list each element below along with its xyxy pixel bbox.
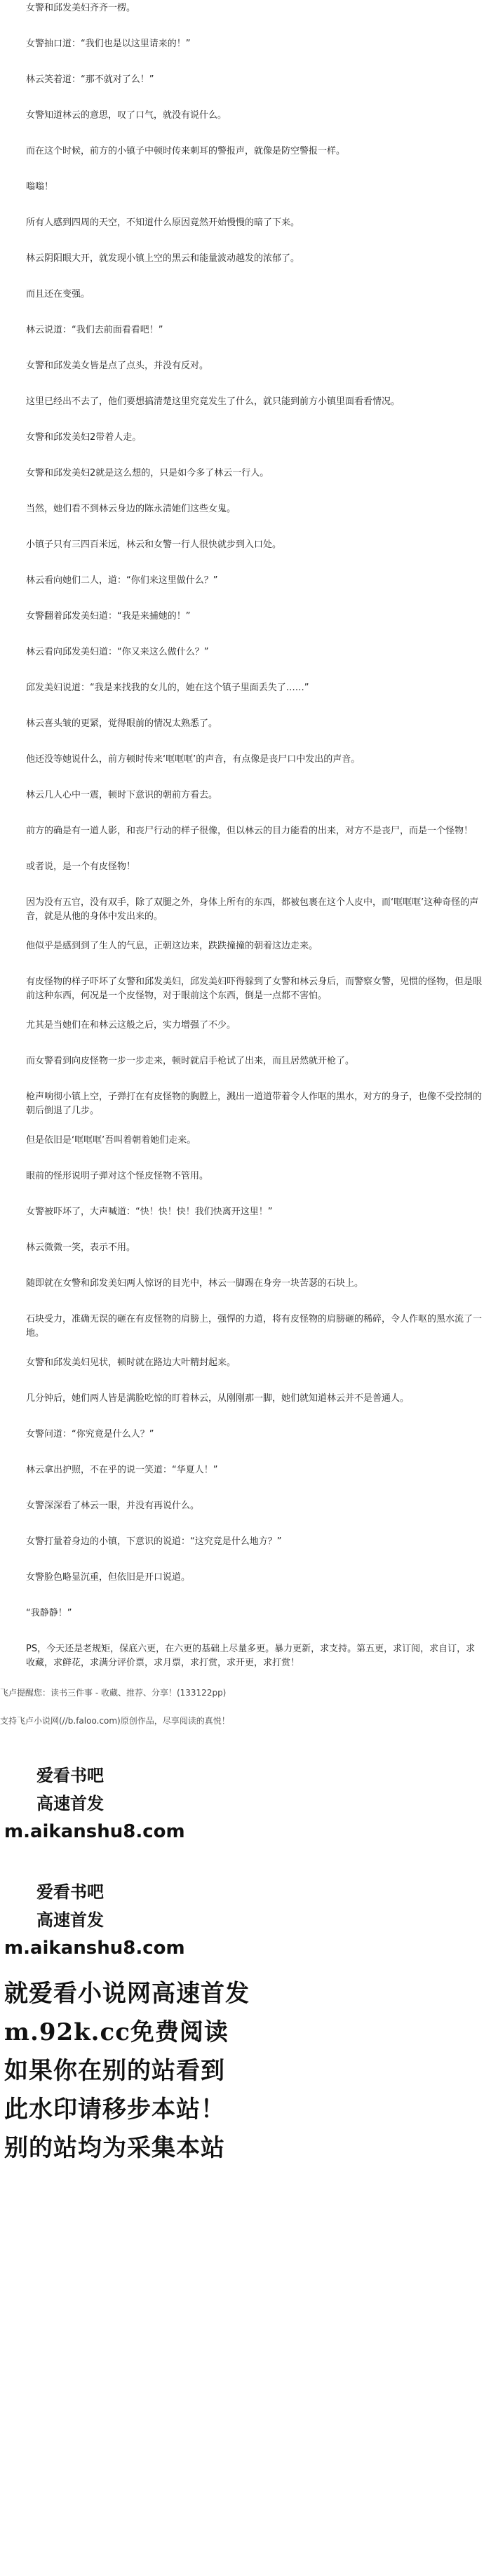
chapter-paragraph: 枪声响彻小镇上空，子弹打在有皮怪物的胸膛上，溅出一道道带着令人作呕的黑水，对方的身子，也像不受控制的朝后倒退了几步。 bbox=[26, 1092, 483, 1116]
chapter-paragraph: 女警被吓坏了，大声喊道：“快！快！快！我们快离开这里！” bbox=[26, 1207, 273, 1217]
chapter-paragraph: 林云微微一笑，表示不用。 bbox=[26, 1242, 136, 1253]
chapter-paragraph: “我静静！” bbox=[26, 1608, 72, 1618]
promo-url: m.aikanshu8.com bbox=[4, 1938, 185, 1959]
chapter-paragraph: 女警和邱发美妇2就是这么想的，只是如今多了林云一行人。 bbox=[26, 468, 269, 478]
chapter-paragraph: 林云几人心中一震，顿时下意识的朝前方看去。 bbox=[26, 790, 218, 800]
chapter-paragraph: 林云看向邱发美妇道：“你又来这么做什么？” bbox=[26, 647, 209, 657]
chapter-paragraph: 随即就在女警和邱发美妇两人惊讶的目光中，林云一脚踢在身旁一块苦瑟的石块上。 bbox=[26, 1278, 364, 1289]
footer-reminder: 飞卢提醒您：读书三件事 - 收藏、推荐、分享！(133122pp) bbox=[0, 1688, 227, 1698]
chapter-paragraph: 眼前的怪形说明子弹对这个怪皮怪物不管用。 bbox=[26, 1171, 209, 1181]
watermark-line: 如果你在别的站看到 bbox=[4, 2057, 225, 2085]
chapter-paragraph: 这里已经出不去了，他们要想搞清楚这里究竟发生了什么，就只能到前方小镇里面看看情况。 bbox=[26, 396, 401, 407]
footer-notes bbox=[0, 1686, 491, 1728]
watermark-line: 就爱看小说网高速首发 bbox=[4, 1980, 250, 2008]
chapter-paragraph: 女警深深看了林云一眼，并没有再说什么。 bbox=[26, 1501, 200, 1511]
chapter-paragraph: 林云喜头皱的更紧，觉得眼前的情况太熟悉了。 bbox=[26, 718, 218, 729]
footer-support bbox=[0, 1714, 484, 1728]
chapter-paragraph: 林云阴阳眼大开，就发现小镇上空的黑云和能量波动越发的浓郁了。 bbox=[26, 253, 300, 264]
chapter-paragraph: 所有人感到四周的天空，不知道什么原因竟然开始慢慢的暗了下来。 bbox=[26, 217, 300, 228]
chapter-paragraph: 而且还在变强。 bbox=[26, 289, 90, 300]
chapter-paragraph: 前方的确是有一道人影，和丧尸行动的样子很像，但以林云的目力能看的出来，对方不是丧尸，而是一个怪物！ bbox=[26, 826, 473, 836]
chapter-paragraph: 女警打量着身边的小镇，下意识的说道：“这究竟是什么地方？” bbox=[26, 1536, 282, 1547]
chapter-paragraph: 女警和邱发美妇2带着人走。 bbox=[26, 432, 142, 443]
chapter-paragraph: 邱发美妇说道：“我是来找我的女儿的，她在这个镇子里面丢失了……” bbox=[26, 683, 309, 693]
chapter-paragraph: PS，今天还是老规矩，保底六更，在六更的基础上尽量多更。暴力更新，求支持。第五更，求订阅，求自订，求收藏，求鲜花，求满分评价票，求月票，求打赏，求开更，求打赏！ bbox=[26, 1644, 476, 1668]
chapter-paragraph: 女警和邱发美妇见状，顿时就在路边大叶精封起来。 bbox=[26, 1357, 236, 1368]
chapter-paragraph: 他似乎是感到到了生人的气息，正朝这边来，跌跌撞撞的朝着这边走来。 bbox=[26, 941, 318, 951]
chapter-paragraph: 女警知道林云的意思，叹了口气，就没有说什么。 bbox=[26, 110, 227, 121]
chapter-paragraph: 石块受力，准确无误的砸在有皮怪物的肩膀上，强悍的力道，将有皮怪物的肩膀砸的稀碎，令人作呕的黑水流了一地。 bbox=[26, 1314, 483, 1339]
promo-block-1 bbox=[0, 1762, 491, 1846]
promo-line-1: 爱看书吧 bbox=[36, 1882, 104, 1902]
chapter-paragraph: 因为没有五官，没有双手，除了双腿之外，身体上所有的东西，都被包裹在这个人皮中，而‘哐哐哐’这种奇怪的声音，就是从他的身体中发出来的。 bbox=[26, 897, 479, 922]
chapter-paragraph: 小镇子只有三四百米远，林云和女警一行人很快就步到入口处。 bbox=[26, 539, 282, 550]
chapter-paragraph: 女警脸色略显沉重，但依旧是开口说道。 bbox=[26, 1572, 191, 1583]
watermark-line: 此水印请移步本站！ bbox=[4, 2095, 225, 2124]
watermark-notice bbox=[0, 1975, 491, 2168]
promo-url: m.aikanshu8.com bbox=[4, 1821, 185, 1842]
chapter-paragraph: 有皮怪物的样子吓坏了女警和邱发美妇，邱发美妇吓得躲到了女警和林云身后，而警察女警，见惯的怪物，但是眼前这种东西，何况是一个皮怪物，对于眼前这个东西，倒是一点都不害怕。 bbox=[26, 977, 483, 1001]
promo-line-2: 高速首发 bbox=[36, 1794, 104, 1813]
watermark-line: 别的站均为采集本站 bbox=[4, 2134, 225, 2162]
chapter-paragraph: 当然，她们看不到林云身边的陈永清她们这些女鬼。 bbox=[26, 504, 236, 514]
promo-block-2 bbox=[0, 1878, 491, 1962]
watermark-line: m.92k.cc免费阅读 bbox=[4, 2018, 229, 2046]
chapter-paragraph: 林云笑着道：“那不就对了么！” bbox=[26, 74, 154, 85]
chapter-paragraph: 他还没等她说什么，前方顿时传来‘哐哐哐’的声音，有点像是丧尸口中发出的声音。 bbox=[26, 754, 361, 765]
chapter-paragraph: 而在这个时候，前方的小镇子中顿时传来刺耳的警报声，就像是防空警报一样。 bbox=[26, 146, 346, 156]
chapter-paragraph: 女警翻着邱发美妇道：“我是来捕她的！” bbox=[26, 611, 191, 622]
chapter-paragraph: 林云拿出护照，不在乎的说一笑道：“华夏人！” bbox=[26, 1465, 218, 1475]
chapter-paragraph: 几分钟后，她们两人皆是满脸吃惊的盯着林云，从刚刚那一脚，她们就知道林云并不是普通人。 bbox=[26, 1393, 410, 1404]
footer-support-text: 支持飞卢小说网(//b.faloo.com)原创作品，尽享阅读的真悦！ bbox=[0, 1716, 230, 1726]
chapter-paragraph: 但是依旧是‘哐哐哐’吾叫着朝着她们走来。 bbox=[26, 1135, 196, 1146]
chapter-paragraph: 而女警看到向皮怪物一步一步走来，顿时就启手枪试了出来，而且居然就开枪了。 bbox=[26, 1056, 355, 1066]
chapter-paragraph: 林云看向她们二人，道：“你们来这里做什么？” bbox=[26, 575, 218, 586]
chapter-paragraph: 女警和邱发美妇齐齐一楞。 bbox=[26, 3, 136, 13]
chapter-paragraph: 女警问道：“你究竟是什么人？” bbox=[26, 1429, 154, 1440]
chapter-paragraph: 林云说道：“我们去前面看看吧！” bbox=[26, 325, 163, 335]
chapter-paragraph: 或者说，是一个有皮怪物！ bbox=[26, 861, 136, 872]
chapter-paragraph: 女警和邱发美女皆是点了点头，并没有反对。 bbox=[26, 361, 209, 371]
chapter-paragraph: 嗡嗡！ bbox=[26, 182, 54, 192]
chapter-paragraph: 尤其是当她们在和林云这般之后，实力增强了不少。 bbox=[26, 1020, 236, 1031]
promo-line-1: 爱看书吧 bbox=[36, 1766, 104, 1785]
promo-line-2: 高速首发 bbox=[36, 1910, 104, 1930]
chapter-paragraph: 女警抽口道：“我们也是以这里请来的！” bbox=[26, 39, 191, 49]
